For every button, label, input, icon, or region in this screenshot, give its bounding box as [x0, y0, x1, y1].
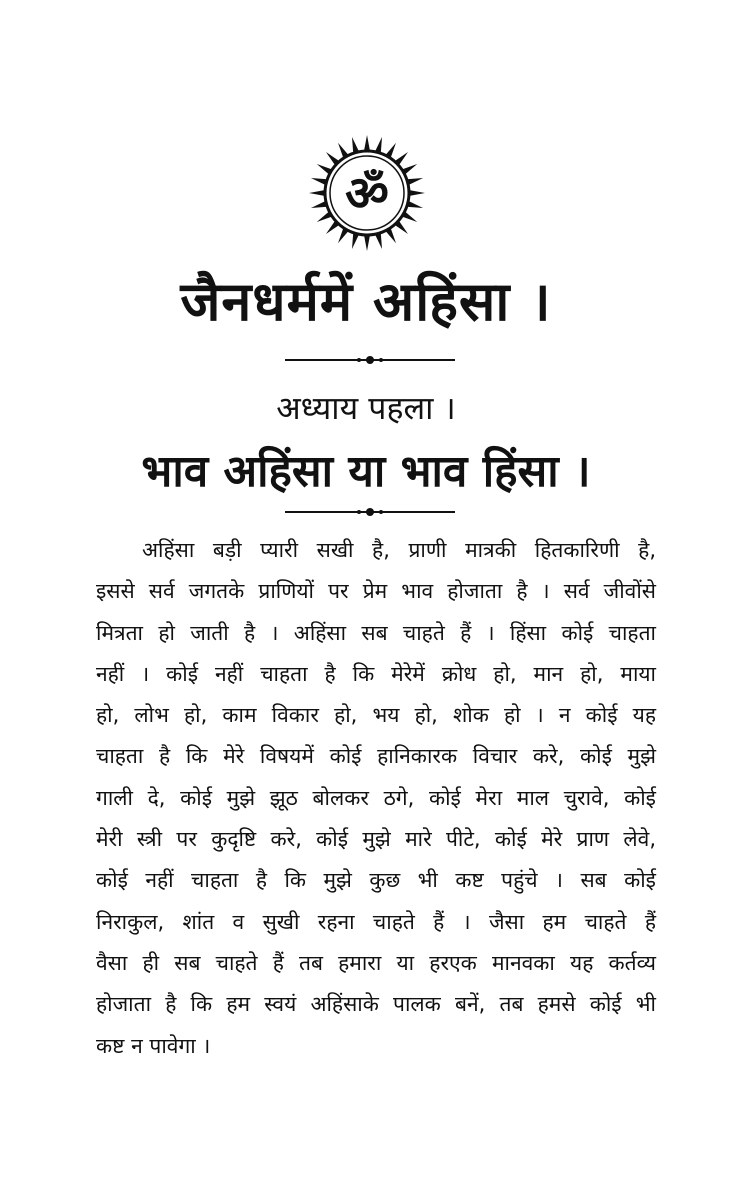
sun-ray [364, 235, 370, 251]
chapter-title: भाव अहिंसा या भाव हिंसा । [141, 446, 591, 497]
text-line: नहीं । कोई नहीं चाहता है कि मेरेमें क्रोध हो, मान हो, माया [96, 661, 656, 686]
text-line: अहिंसा बड़ी प्यारी सखी है, प्राणी मात्रकी हितकारिणी है, [142, 538, 656, 562]
text-line: मेरी स्त्री पर कुदृष्टि करे, कोई मुझे मारे पीटे, कोई मेरे प्राण लेवे, [96, 827, 656, 852]
text-line: चाहता है कि मेरे विषयमें कोई हानिकारक विचार करे, कोई मुझे [96, 744, 656, 769]
book-title: जैनधर्ममें अहिंसा । [180, 270, 552, 333]
om-sun-emblem-icon [306, 132, 428, 254]
text-line: वैसा ही सब चाहते हैं तब हमारा या हरएक मानवका यह कर्तव्य [96, 950, 656, 975]
text-line: कोई नहीं चाहता है कि मुझे कुछ भी कष्ट पहुंचे । सब कोई [96, 868, 656, 893]
text-line: होजाता है कि हम स्वयं अहिंसाके पालक बनें, तब हमसे कोई भी [96, 992, 656, 1017]
chapter-label: अध्याय पहला । [276, 389, 456, 427]
text-line: मित्रता हो जाती है । अहिंसा सब चाहते हैं । हिंसा कोई चाहता [96, 620, 656, 645]
text-line: हो, लोभ हो, काम विकार हो, भय हो, शोक हो । न कोई यह [96, 703, 656, 728]
ornamental-divider-bottom [285, 505, 455, 519]
om-glyph: ॐ [345, 166, 389, 222]
text-line: निराकुल, शांत व सुखी रहना चाहते हैं । जैसा हम चाहते हैं [96, 909, 656, 934]
sun-ray [409, 190, 425, 196]
sun-ray [364, 135, 370, 151]
text-line: गाली दे, कोई मुझे झूठ बोलकर ठगे, कोई मेरा माल चुरावे, कोई [96, 785, 656, 810]
body-paragraph [96, 530, 656, 1067]
text-line: इससे सर्व जगतके प्राणियों पर प्रेम भाव होजाता है । सर्व जीवोंसे [96, 579, 656, 604]
sun-ray [309, 190, 325, 196]
text-line: कष्ट न पावेगा । [96, 1033, 211, 1058]
ornamental-divider-top [285, 353, 455, 367]
